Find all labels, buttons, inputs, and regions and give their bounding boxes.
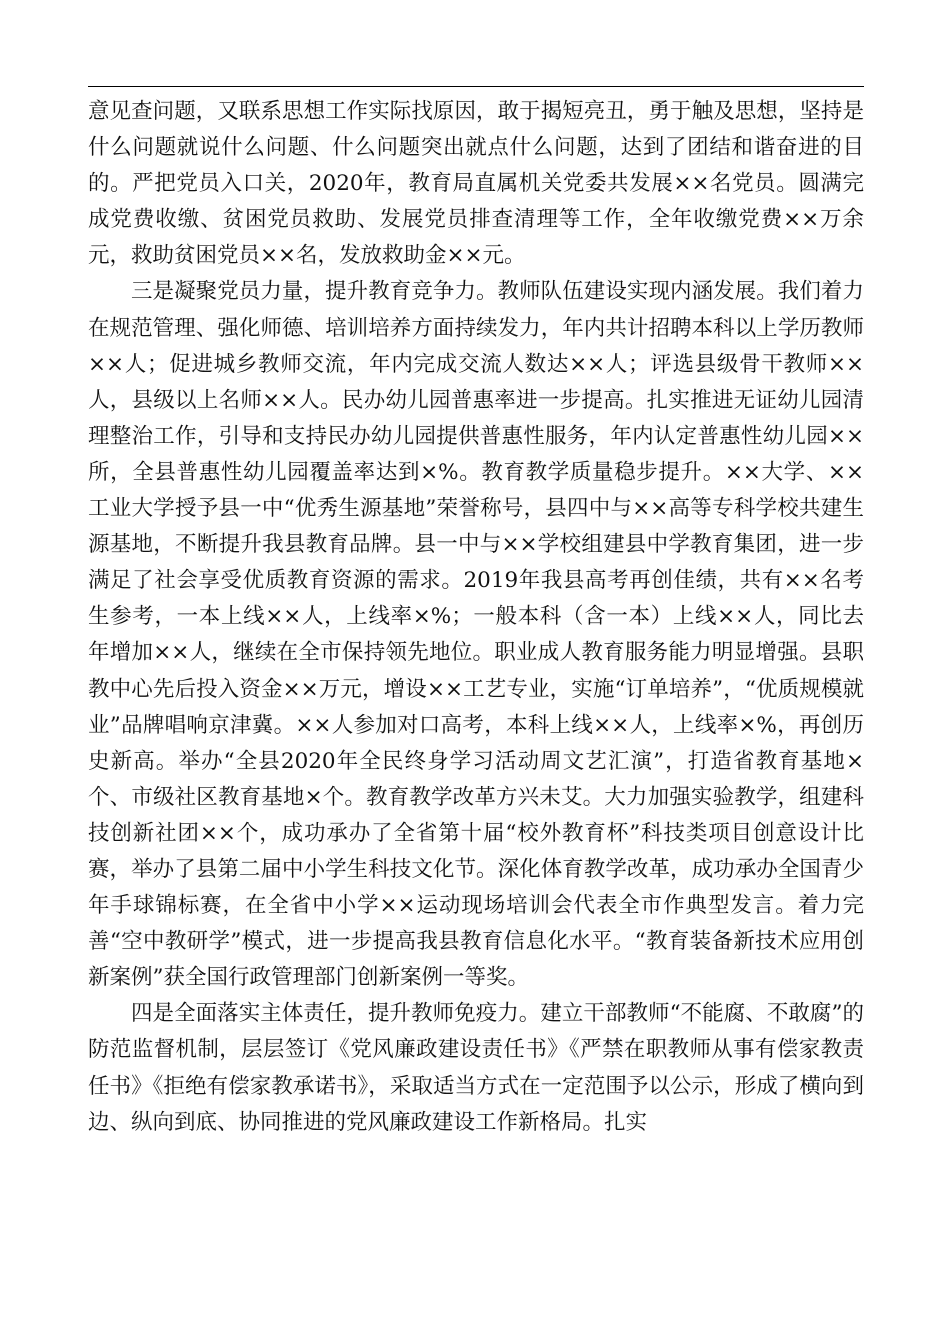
paragraph-point-four: 四是全面落实主体责任，提升教师免疫力。建立干部教师“不能腐、不敢腐”的防范监督机制，层层签订《党风廉政建设责任书》《严禁在职教师从事有偿家教责任书》《拒绝有偿家教承诺书》，采取适当方式在一定范围予以公示，形成了横向到边、纵向到底、协同推进的党风廉政建设工作新格局。扎实: [88, 1001, 864, 1135]
header-rule: [88, 86, 864, 87]
paragraph-point-three: 三是凝聚党员力量，提升教育竞争力。教师队伍建设实现内涵发展。我们着力在规范管理、强化师德、培训培养方面持续发力，年内共计招聘本科以上学历教师××人；促进城乡教师交流，年内完成交流人数达××人；评选县级骨干教师××人，县级以上名师××人。民办幼儿园普惠率进一步提高。扎实推进无证幼儿园清理整治工作，引导和支持民办幼儿园提供普惠性服务，年内认定普惠性幼儿园××所，全县普惠性幼儿园覆盖率达到×%。教育教学质量稳步提升。××大学、××工业大学授予县一中“优秀生源基地”荣誉称号，县四中与××高等专科学校共建生源基地，不断提升我县教育品牌。县一中与××学校组建县中学教育集团，进一步满足了社会享受优质教育资源的需求。2019年我县高考再创佳绩，共有××名考生参考，一本上线××人，上线率×%；一般本科（含一本）上线××人，同比去年增加××人，继续在全市保持领先地位。职业成人教育服务能力明显增强。县职教中心先后投入资金××万元，增设××工艺专业，实施“订单培养”，“优质规模就业”品牌唱响京津冀。××人参加对口高考，本科上线××人，上线率×%，再创历史新高。举办“全县2020年全民终身学习活动周文艺汇演”，打造省教育基地×个、市级社区教育基地×个。教育教学改革方兴未艾。大力加强实验教学，组建科技创新社团××个，成功承办了全省第十届“校外教育杯”科技类项目创意设计比赛，举办了县第二届中小学生科技文化节。深化体育教学改革，成功承办全国青少年手球锦标赛，在全省中小学××运动现场培训会代表全市作典型发言。着力完善“空中教研学”模式，进一步提高我县教育信息化水平。“教育装备新技术应用创新案例”获全国行政管理部门创新案例一等奖。: [88, 279, 864, 991]
paragraph-continuation: 意见查问题，又联系思想工作实际找原因，敢于揭短亮丑，勇于触及思想，坚持是什么问题就说什么问题、什么问题突出就点什么问题，达到了团结和谐奋进的目的。严把党员入口关，2020年，教育局直属机关党委共发展××名党员。圆满完成党费收缴、贫困党员救助、发展党员排查清理等工作，全年收缴党费××万余元，救助贫困党员××名，发放救助金××元。: [88, 99, 864, 269]
document-body: [88, 94, 864, 1141]
